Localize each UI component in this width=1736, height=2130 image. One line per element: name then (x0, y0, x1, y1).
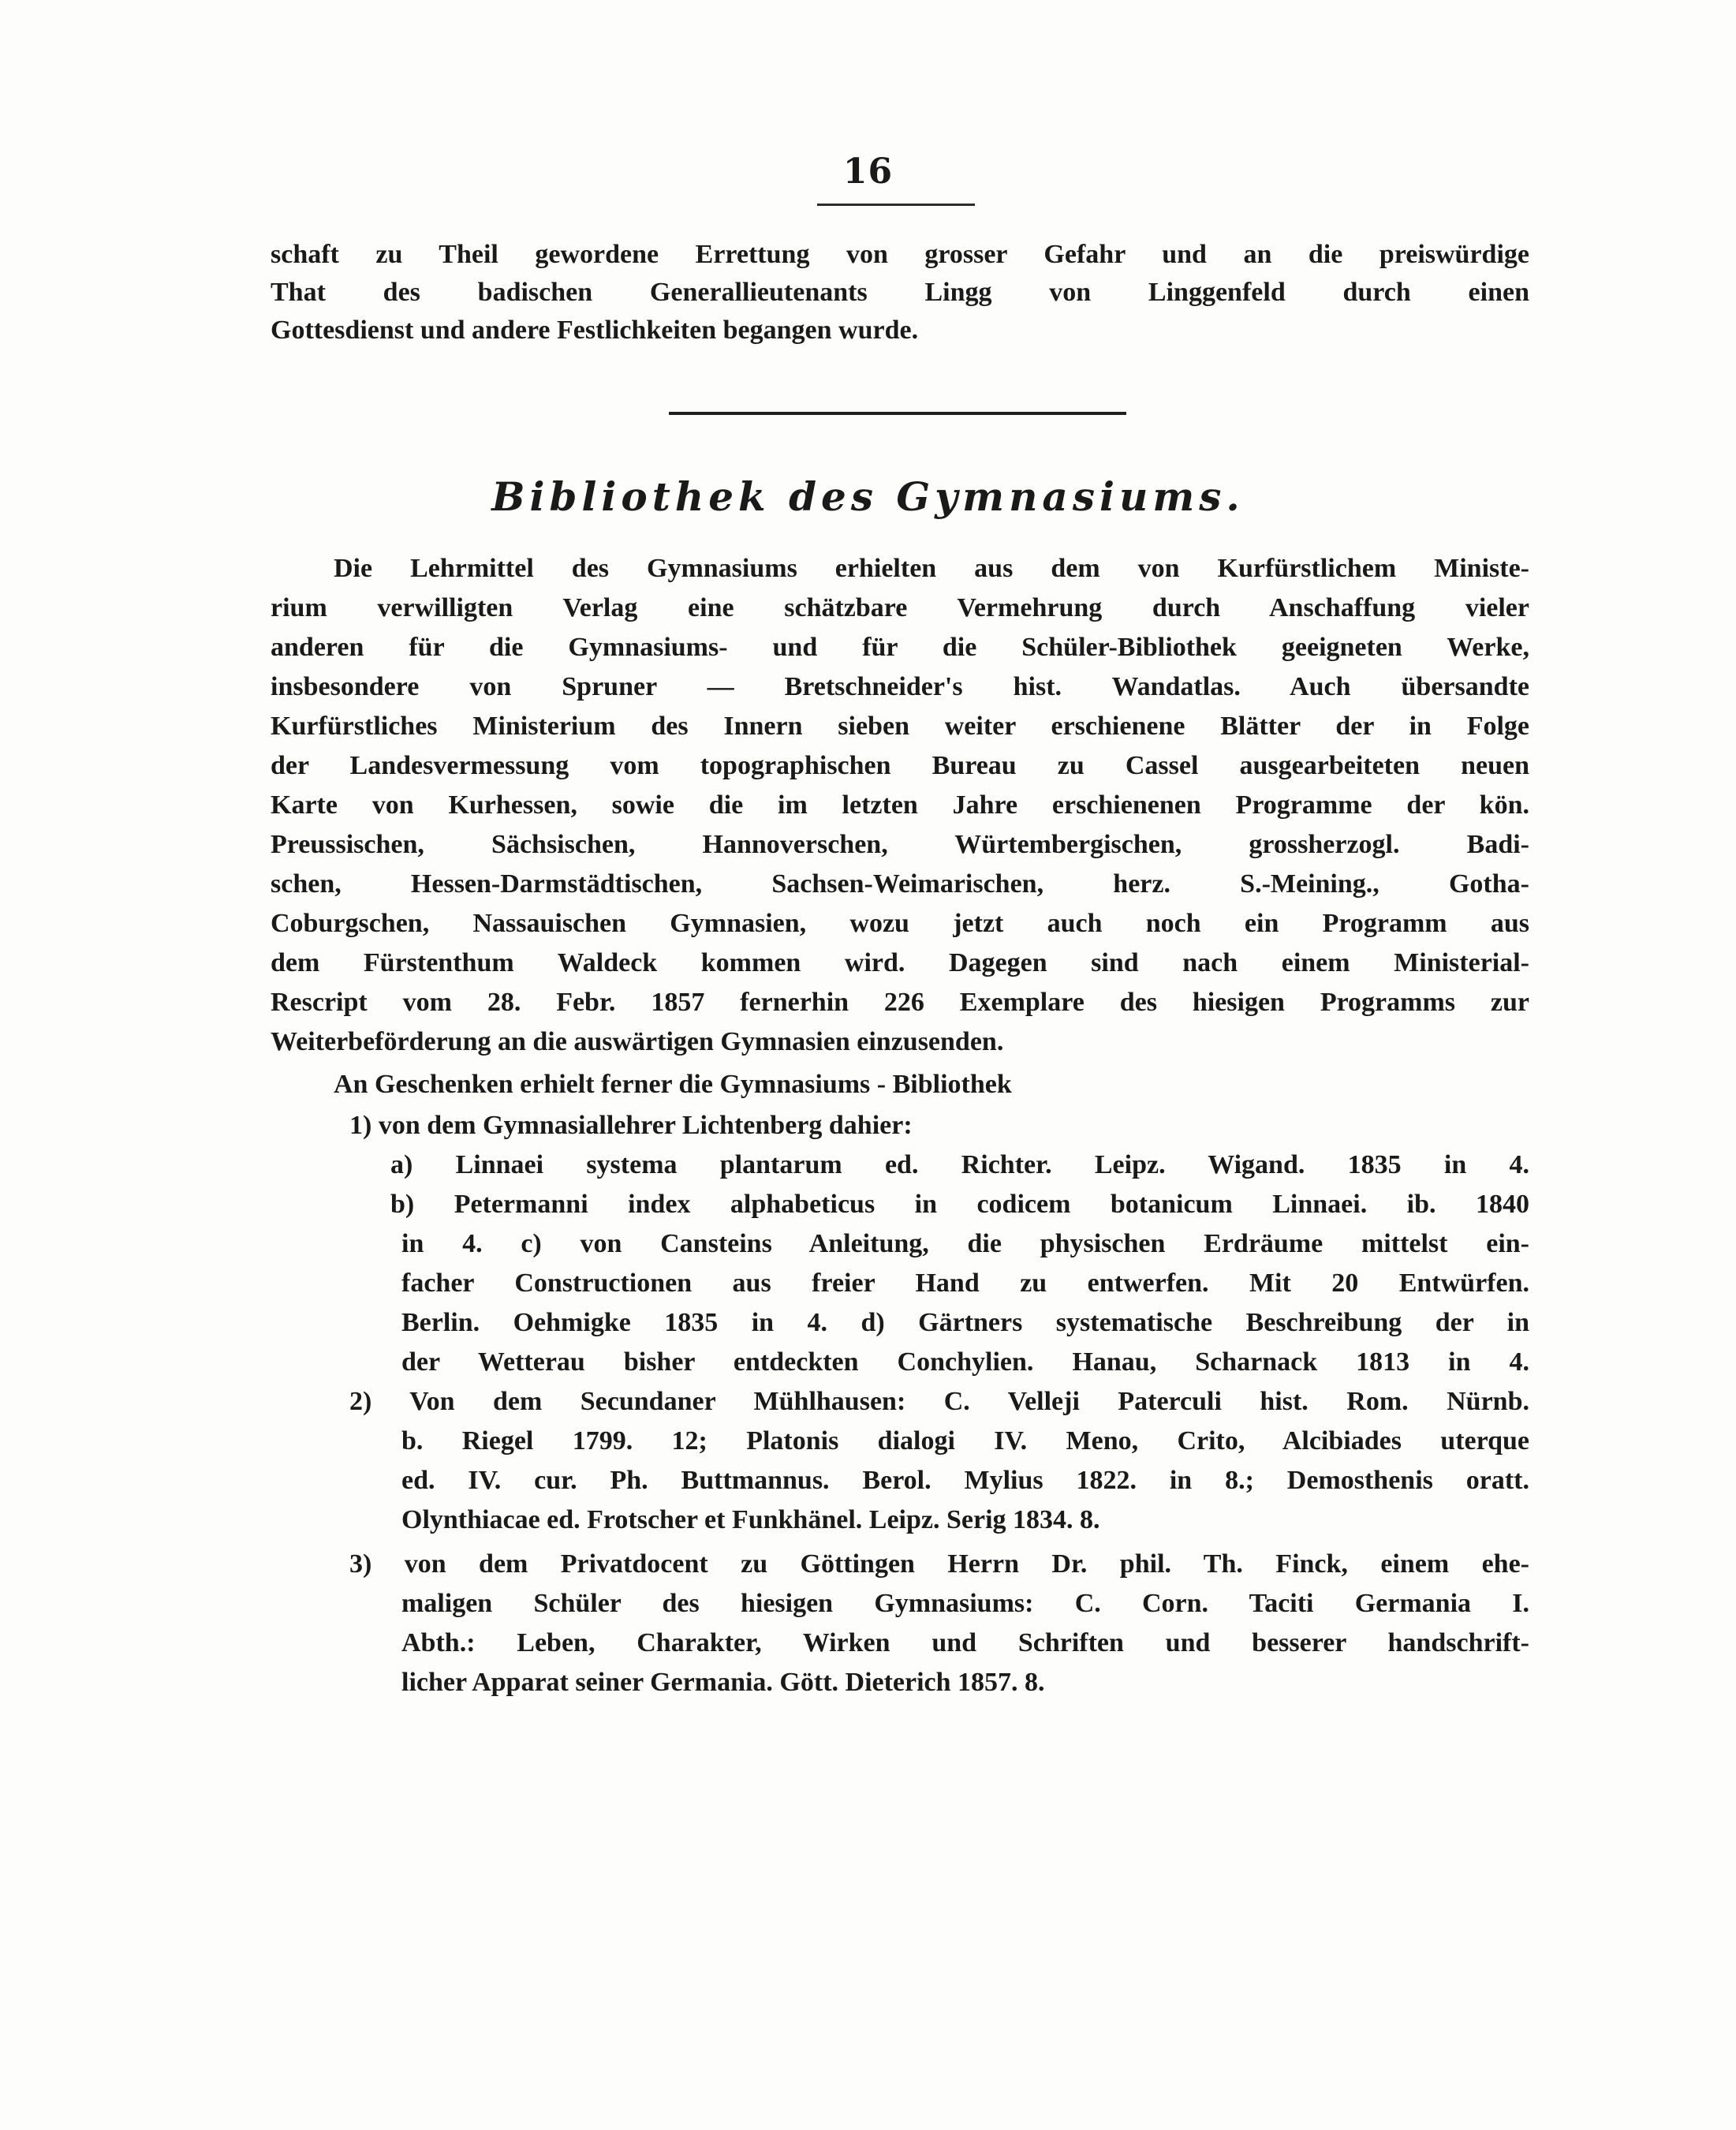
gift-item-line: Olynthiacae ed. Frotscher et Funkhänel. Leipz. Serig 1834. 8. (401, 1505, 1100, 1534)
gift-item-line: der Wetterau bisher entdeckten Conchylien. Hanau, Scharnack 1813 in 4. (401, 1347, 1529, 1377)
section-divider (669, 412, 1126, 415)
paragraph-line: rium verwilligten Verlag eine schätzbare Vermehrung durch Anschaffung vieler (271, 593, 1529, 622)
gift-item-line: 3) von dem Privatdocent zu Göttingen Herrn Dr. phil. Th. Finck, einem ehe- (349, 1549, 1529, 1579)
paragraph-line: anderen für die Gymnasiums- und für die Schüler-Bibliothek geeigneten Werke, (271, 633, 1529, 662)
gift-item-line: b) Petermanni index alphabeticus in codicem botanicum Linnaei. ib. 1840 (390, 1190, 1529, 1219)
gift-item-line: in 4. c) von Cansteins Anleitung, die physischen Erdräume mittelst ein- (401, 1229, 1529, 1258)
intro-line: That des badischen Generallieutenants Lingg von Linggenfeld durch einen (271, 278, 1529, 307)
gift-item-line: licher Apparat seiner Germania. Gött. Dieterich 1857. 8. (401, 1668, 1045, 1697)
gift-item-heading: 1) von dem Gymnasiallehrer Lichtenberg dahier: (349, 1111, 913, 1140)
paragraph-line: Karte von Kurhessen, sowie die im letzten Jahre erschienenen Programme der kön. (271, 790, 1529, 820)
paragraph-line: Rescript vom 28. Febr. 1857 fernerhin 226 Exemplare des hiesigen Programms zur (271, 988, 1529, 1017)
paragraph-line: Weiterbeförderung an die auswärtigen Gymnasien einzusenden. (271, 1027, 1004, 1056)
paragraph-line: Die Lehrmittel des Gymnasiums erhielten aus dem von Kurfürstlichem Ministe- (334, 554, 1529, 583)
gift-item-line: 2) Von dem Secundaner Mühlhausen: C. Velleji Paterculi hist. Rom. Nürnb. (349, 1387, 1529, 1416)
gift-item-line: Berlin. Oehmigke 1835 in 4. d) Gärtners systematische Beschreibung der in (401, 1308, 1529, 1337)
paragraph-line: Preussischen, Sächsischen, Hannoverschen, Würtembergischen, grossherzogl. Badi- (271, 830, 1529, 859)
paragraph-line: schen, Hessen-Darmstädtischen, Sachsen-Weimarischen, herz. S.-Meining., Gotha- (271, 869, 1529, 899)
gift-item-line: ed. IV. cur. Ph. Buttmannus. Berol. Mylius 1822. in 8.; Demosthenis oratt. (401, 1466, 1529, 1495)
gift-item-line: facher Constructionen aus freier Hand zu entwerfen. Mit 20 Entwürfen. (401, 1269, 1529, 1298)
intro-line: schaft zu Theil gewordene Errettung von grosser Gefahr und an die preiswürdige (271, 240, 1529, 269)
gift-item-line: maligen Schüler des hiesigen Gymnasiums: C. Corn. Taciti Germania I. (401, 1589, 1529, 1618)
gift-item-line: Abth.: Leben, Charakter, Wirken und Schriften und besserer handschrift- (401, 1628, 1529, 1657)
section-heading: Bibliothek des Gymnasiums. (491, 473, 1245, 520)
gift-item-line: b. Riegel 1799. 12; Platonis dialogi IV. Meno, Crito, Alcibiades uterque (401, 1426, 1529, 1456)
paragraph-line: der Landesvermessung vom topographischen Bureau zu Cassel ausgearbeiteten neuen (271, 751, 1529, 780)
gift-item-line: a) Linnaei systema plantarum ed. Richter. Leipz. Wigand. 1835 in 4. (390, 1150, 1529, 1179)
paragraph-line: dem Fürstenthum Waldeck kommen wird. Dagegen sind nach einem Ministerial- (271, 948, 1529, 977)
page-number: 16 (842, 151, 894, 192)
page-number-rule (817, 204, 975, 206)
intro-line: Gottesdienst und andere Festlichkeiten begangen wurde. (271, 316, 919, 345)
paragraph-line: Coburgschen, Nassauischen Gymnasien, wozu jetzt auch noch ein Programm aus (271, 909, 1529, 938)
paragraph-line: Kurfürstliches Ministerium des Innern sieben weiter erschienene Blätter der in Folge (271, 712, 1529, 741)
paragraph-line: insbesondere von Spruner — Bretschneider's hist. Wandatlas. Auch übersandte (271, 672, 1529, 701)
gifts-intro-line: An Geschenken erhielt ferner die Gymnasiums - Bibliothek (334, 1070, 1012, 1099)
